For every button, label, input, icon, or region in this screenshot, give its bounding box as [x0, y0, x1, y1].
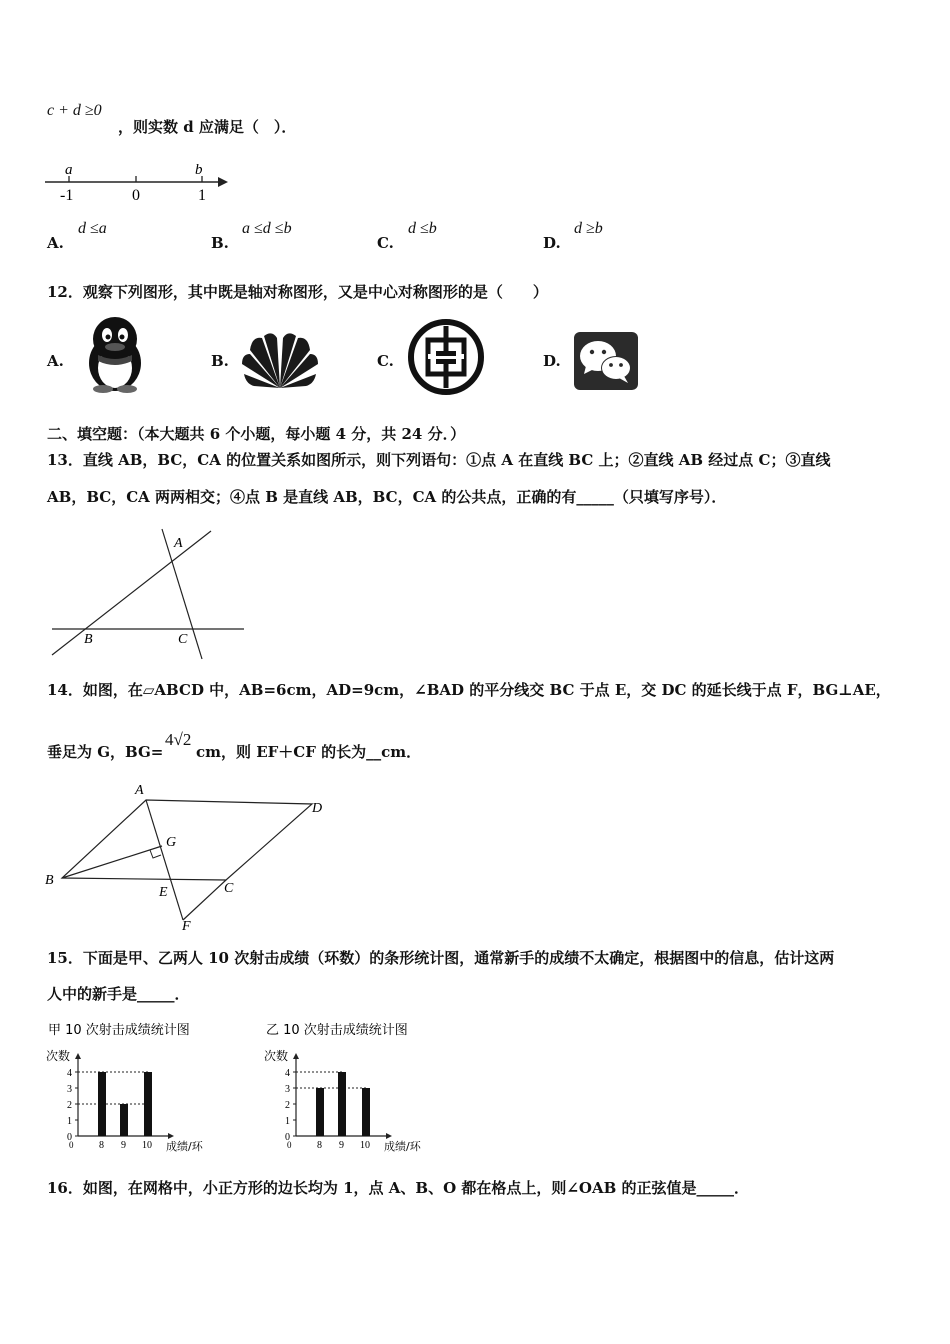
- chart-yi: [262, 1018, 452, 1158]
- y-tick-label: 4: [67, 1068, 72, 1079]
- y-tick-label: 1: [67, 1116, 72, 1127]
- q14-label-d: D: [312, 801, 323, 816]
- x-tick-label: 9: [339, 1140, 344, 1151]
- q11-condition-math: c + d ≥0: [47, 102, 102, 119]
- q14-label-a: A: [135, 783, 144, 798]
- q14-label-f: F: [182, 919, 191, 930]
- bar-10: [144, 1072, 152, 1136]
- section2-title: 二、填空题：（本大题共 6 个小题，每小题 4 分，共 24 分．）: [47, 425, 466, 443]
- q12-option-d-letter: D.: [543, 352, 561, 370]
- bar-8: [98, 1072, 106, 1136]
- numberline-tick-0: 0: [132, 187, 140, 204]
- q13-label-a: A: [174, 536, 183, 551]
- q14-label-c: C: [224, 881, 234, 896]
- q15-line1: 15．下面是甲、乙两人 10 次射击成绩（环数）的条形统计图，通常新手的成绩不太确定，根据图中的信息，估计这两: [47, 949, 835, 967]
- bar-9: [120, 1104, 128, 1136]
- q11-condition-text: ，则实数 d 应满足（ ）．: [118, 118, 297, 136]
- q13-line1: 13．直线 AB，BC，CA 的位置关系如图所示，则下列语句：①点 A 在直线 BC 上；②直线 AB 经过点 C；③直线: [47, 451, 831, 469]
- q12-option-b-letter: B.: [211, 352, 229, 370]
- wechat-logo-icon: [572, 330, 640, 392]
- q14-parallelogram-figure: [40, 780, 340, 930]
- bar-8: [316, 1088, 324, 1136]
- numberline-tick-1: 1: [198, 187, 206, 204]
- q14-label-e: E: [159, 885, 168, 900]
- q11-option-d-letter: D.: [543, 234, 561, 252]
- y-tick-label: 1: [285, 1116, 290, 1127]
- y-axis-arrow: [293, 1053, 299, 1059]
- x-tick-label: 10: [142, 1140, 152, 1151]
- q14-line1: 14．如图，在▱ABCD 中，AB=6cm，AD=9cm，∠BAD 的平分线交 BC 于点 E，交 DC 的延长线于点 F，BG⊥AE，: [47, 681, 891, 699]
- x-tick-label: 8: [99, 1140, 104, 1151]
- chart-title: 乙 10 次射击成绩统计图: [266, 1023, 408, 1038]
- q14-line2-pre: 垂足为 G，BG=: [47, 743, 164, 761]
- q16-stem: 16．如图，在网格中，小正方形的边长均为 1，点 A、B、O 都在格点上，则∠OAB 的正弦值是_____．: [47, 1179, 750, 1197]
- q13-label-b: B: [84, 632, 93, 647]
- q11-option-a-math: d ≤a: [78, 220, 107, 237]
- y-tick-label: 0: [285, 1132, 290, 1143]
- bar-9: [338, 1072, 346, 1136]
- q13-lines-figure: [48, 525, 248, 665]
- q12-stem: 12．观察下列图形，其中既是轴对称图形，又是中心对称图形的是（ ）: [47, 283, 548, 301]
- chart-xlabel: 成绩/环: [166, 1140, 203, 1153]
- y-axis-arrow: [75, 1053, 81, 1059]
- q14-label-g: G: [166, 835, 177, 850]
- x-tick-label: 8: [317, 1140, 322, 1151]
- chart-xlabel: 成绩/环: [384, 1140, 421, 1153]
- y-tick-label: 2: [285, 1100, 290, 1111]
- chart-ylabel: 次数: [46, 1049, 71, 1063]
- q12-option-c-letter: C.: [377, 352, 394, 370]
- origin-label: 0: [287, 1140, 292, 1150]
- y-tick-label: 4: [285, 1068, 290, 1079]
- x-tick-label: 10: [360, 1140, 370, 1151]
- q13-line2: AB，BC，CA 两两相交；④点 B 是直线 AB，BC，CA 的公共点，正确的有_____（只填写序号）．: [47, 488, 727, 506]
- numberline-label-a: a: [65, 162, 73, 178]
- bar-10: [362, 1088, 370, 1136]
- q11-option-c-math: d ≤b: [408, 220, 437, 237]
- origin-label: 0: [69, 1140, 74, 1150]
- huawei-logo-icon: [240, 330, 320, 394]
- q14-bg-value: 4√2: [165, 730, 192, 749]
- q11-option-b-math: a ≤d ≤b: [242, 220, 292, 237]
- numberline-label-b: b: [195, 162, 203, 178]
- chart-title: 甲 10 次射击成绩统计图: [48, 1023, 190, 1038]
- x-axis-arrow: [168, 1133, 174, 1139]
- q15-line2: 人中的新手是_____．: [47, 985, 190, 1003]
- qq-penguin-icon: [76, 313, 154, 393]
- y-tick-label: 3: [285, 1084, 290, 1095]
- x-tick-label: 9: [121, 1140, 126, 1151]
- q11-number-line: [40, 158, 240, 206]
- q14-label-b: B: [45, 873, 54, 888]
- numberline-tick-m1: -1: [60, 187, 74, 204]
- icbc-logo-icon: [406, 318, 486, 396]
- y-tick-label: 0: [67, 1132, 72, 1143]
- x-axis-arrow: [386, 1133, 392, 1139]
- q11-option-c-letter: C.: [377, 234, 394, 252]
- q11-option-a-letter: A.: [47, 234, 64, 252]
- chart-ylabel: 次数: [264, 1049, 289, 1063]
- chart-jia: [44, 1018, 234, 1158]
- q11-option-d-math: d ≥b: [574, 220, 603, 237]
- q13-label-c: C: [178, 632, 188, 647]
- y-tick-label: 3: [67, 1084, 72, 1095]
- y-tick-label: 2: [67, 1100, 72, 1111]
- q14-line2-post: cm，则 EF＋CF 的长为__cm．: [196, 743, 422, 761]
- q12-option-a-letter: A.: [47, 352, 64, 370]
- q11-option-b-letter: B.: [211, 234, 229, 252]
